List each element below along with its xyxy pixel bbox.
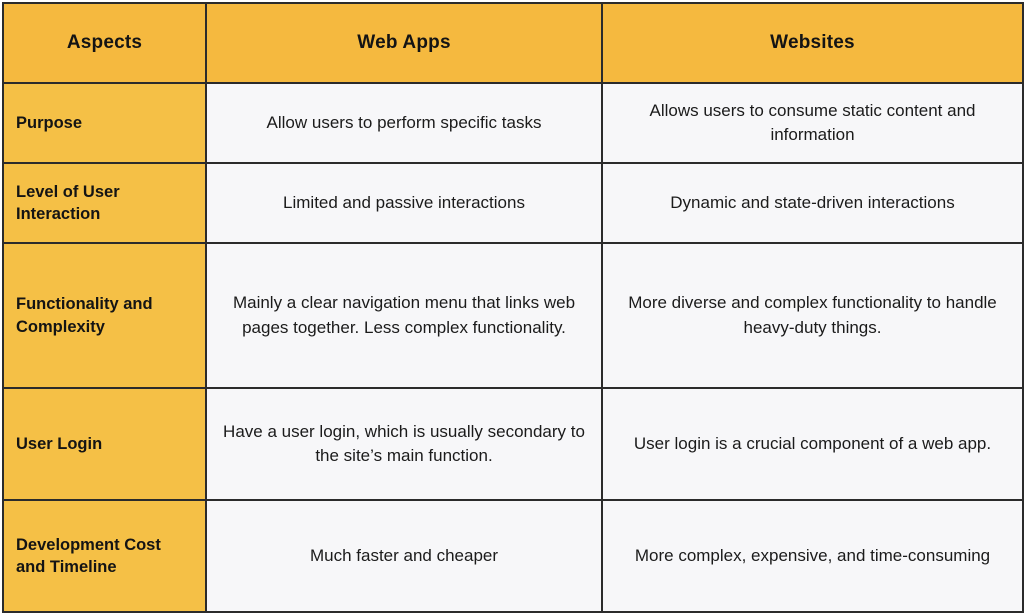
row-label-development-cost-and-timeline: Development Cost and Timeline [3, 500, 206, 612]
comparison-table [2, 2, 1024, 613]
row-label-functionality-and-complexity: Functionality and Complexity [3, 243, 206, 388]
column-header-aspects: Aspects [3, 3, 206, 83]
table-body [3, 83, 1023, 612]
cell-web-apps-development-cost-and-timeline: Much faster and cheaper [206, 500, 602, 612]
cell-web-apps-user-login: Have a user login, which is usually secondary to the site’s main function. [206, 388, 602, 500]
table-row [3, 243, 1023, 388]
cell-websites-level-of-user-interaction: Dynamic and state-driven interactions [602, 163, 1023, 243]
table-header [3, 3, 1023, 83]
column-header-web-apps: Web Apps [206, 3, 602, 83]
row-label-user-login: User Login [3, 388, 206, 500]
cell-web-apps-purpose: Allow users to perform specific tasks [206, 83, 602, 163]
comparison-table-container [0, 2, 1024, 616]
cell-websites-functionality-and-complexity: More diverse and complex functionality to handle heavy-duty things. [602, 243, 1023, 388]
column-header-websites: Websites [602, 3, 1023, 83]
cell-web-apps-functionality-and-complexity: Mainly a clear navigation menu that links web pages together. Less complex functionality. [206, 243, 602, 388]
table-row [3, 500, 1023, 612]
cell-websites-user-login: User login is a crucial component of a web app. [602, 388, 1023, 500]
cell-websites-purpose: Allows users to consume static content and information [602, 83, 1023, 163]
cell-websites-development-cost-and-timeline: More complex, expensive, and time-consuming [602, 500, 1023, 612]
table-header-row [3, 3, 1023, 83]
row-label-level-of-user-interaction: Level of User Interaction [3, 163, 206, 243]
row-label-purpose: Purpose [3, 83, 206, 163]
table-row [3, 388, 1023, 500]
cell-web-apps-level-of-user-interaction: Limited and passive interactions [206, 163, 602, 243]
table-row [3, 163, 1023, 243]
table-row [3, 83, 1023, 163]
